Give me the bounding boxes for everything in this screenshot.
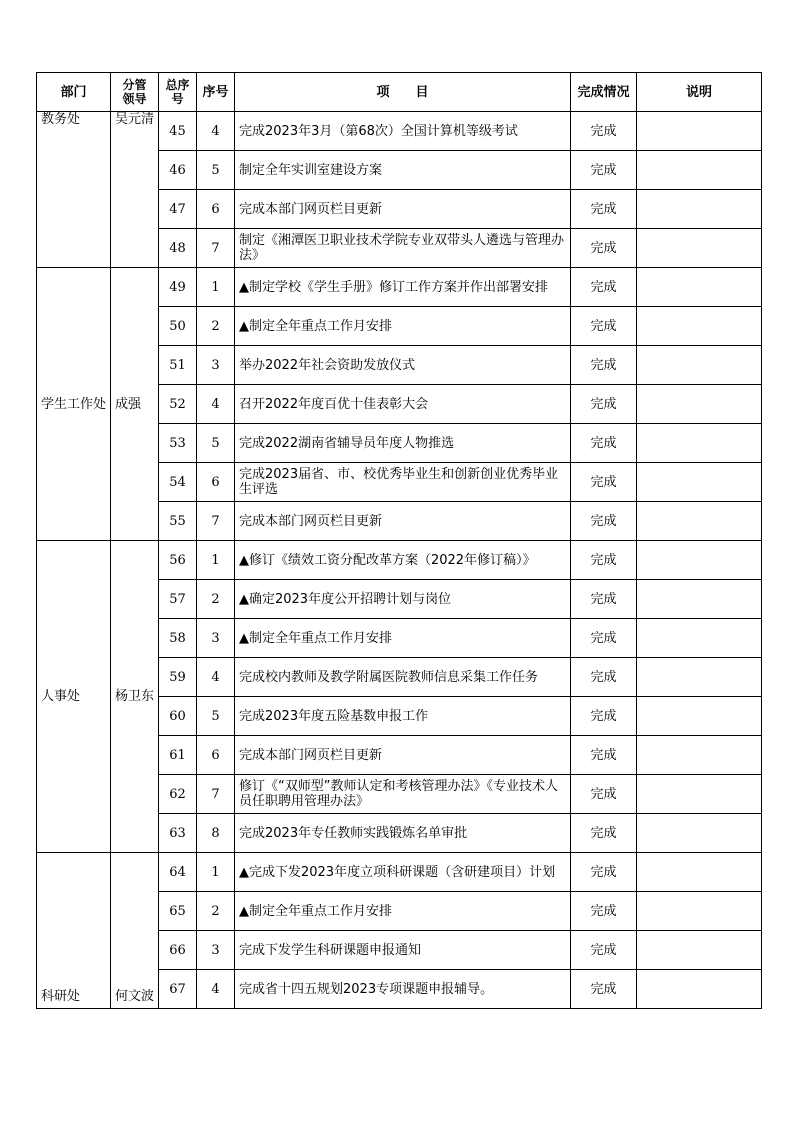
status-cell: 完成 <box>571 463 637 502</box>
total-number-cell: 58 <box>159 619 197 658</box>
seq-number-cell: 7 <box>197 775 235 814</box>
header-leader-line2: 领导 <box>122 92 147 106</box>
item-cell: 举办2022年社会资助发放仪式 <box>235 346 571 385</box>
total-number-cell: 59 <box>159 658 197 697</box>
header-item: 项 目 <box>235 73 571 112</box>
note-cell <box>637 424 762 463</box>
table-body <box>37 112 762 1009</box>
seq-number-cell: 4 <box>197 112 235 151</box>
seq-number-cell: 3 <box>197 619 235 658</box>
seq-number-cell: 2 <box>197 580 235 619</box>
item-cell: 完成省十四五规划2023专项课题申报辅导。 <box>235 970 571 1009</box>
item-cell: 制定《湘潭医卫职业技术学院专业双带头人遴选与管理办法》 <box>235 229 571 268</box>
note-cell <box>637 580 762 619</box>
seq-number-cell: 1 <box>197 268 235 307</box>
note-cell <box>637 151 762 190</box>
leader-cell: 杨卫东 <box>111 541 159 853</box>
total-number-cell: 57 <box>159 580 197 619</box>
total-number-cell: 54 <box>159 463 197 502</box>
item-cell: 修订《“双师型”教师认定和考核管理办法》《专业技术人员任职聘用管理办法》 <box>235 775 571 814</box>
leader-cell: 吴元清 <box>111 112 159 268</box>
table-row <box>37 268 762 307</box>
seq-number-cell: 3 <box>197 931 235 970</box>
total-number-cell: 62 <box>159 775 197 814</box>
total-number-cell: 47 <box>159 190 197 229</box>
item-cell: ▲制定全年重点工作月安排 <box>235 307 571 346</box>
status-cell: 完成 <box>571 619 637 658</box>
total-number-cell: 66 <box>159 931 197 970</box>
seq-number-cell: 5 <box>197 151 235 190</box>
note-cell <box>637 307 762 346</box>
total-number-cell: 63 <box>159 814 197 853</box>
seq-number-cell: 4 <box>197 658 235 697</box>
item-cell: ▲完成下发2023年度立项科研课题（含研建项目）计划 <box>235 853 571 892</box>
item-cell: 完成本部门网页栏目更新 <box>235 736 571 775</box>
header-total-line2: 号 <box>171 92 184 106</box>
status-cell: 完成 <box>571 775 637 814</box>
status-cell: 完成 <box>571 502 637 541</box>
total-number-cell: 45 <box>159 112 197 151</box>
seq-number-cell: 7 <box>197 229 235 268</box>
total-number-cell: 55 <box>159 502 197 541</box>
seq-number-cell: 5 <box>197 424 235 463</box>
seq-number-cell: 1 <box>197 541 235 580</box>
total-number-cell: 53 <box>159 424 197 463</box>
header-total-line1: 总序 <box>165 78 190 92</box>
status-cell: 完成 <box>571 697 637 736</box>
header-leader-line1: 分管 <box>122 78 147 92</box>
status-cell: 完成 <box>571 190 637 229</box>
seq-number-cell: 5 <box>197 697 235 736</box>
item-cell: ▲修订《绩效工资分配改革方案（2022年修订稿）》 <box>235 541 571 580</box>
note-cell <box>637 268 762 307</box>
work-plan-table <box>36 72 762 1009</box>
seq-number-cell: 8 <box>197 814 235 853</box>
item-cell: ▲制定学校《学生手册》修订工作方案并作出部署安排 <box>235 268 571 307</box>
note-cell <box>637 814 762 853</box>
item-cell: 完成2023年3月（第68次）全国计算机等级考试 <box>235 112 571 151</box>
seq-number-cell: 2 <box>197 892 235 931</box>
total-number-cell: 64 <box>159 853 197 892</box>
item-cell: 制定全年实训室建设方案 <box>235 151 571 190</box>
total-number-cell: 51 <box>159 346 197 385</box>
note-cell <box>637 385 762 424</box>
table-row <box>37 853 762 892</box>
total-number-cell: 61 <box>159 736 197 775</box>
status-cell: 完成 <box>571 346 637 385</box>
seq-number-cell: 2 <box>197 307 235 346</box>
dept-cell: 教务处 <box>37 112 111 268</box>
dept-cell: 学生工作处 <box>37 268 111 541</box>
note-cell <box>637 541 762 580</box>
seq-number-cell: 6 <box>197 190 235 229</box>
note-cell <box>637 619 762 658</box>
status-cell: 完成 <box>571 385 637 424</box>
item-cell: ▲制定全年重点工作月安排 <box>235 892 571 931</box>
item-cell: ▲确定2023年度公开招聘计划与岗位 <box>235 580 571 619</box>
status-cell: 完成 <box>571 151 637 190</box>
item-cell: 完成下发学生科研课题申报通知 <box>235 931 571 970</box>
total-number-cell: 52 <box>159 385 197 424</box>
status-cell: 完成 <box>571 736 637 775</box>
total-number-cell: 60 <box>159 697 197 736</box>
total-number-cell: 48 <box>159 229 197 268</box>
header-total <box>159 73 197 112</box>
total-number-cell: 49 <box>159 268 197 307</box>
status-cell: 完成 <box>571 931 637 970</box>
note-cell <box>637 775 762 814</box>
status-cell: 完成 <box>571 814 637 853</box>
seq-number-cell: 7 <box>197 502 235 541</box>
status-cell: 完成 <box>571 853 637 892</box>
total-number-cell: 65 <box>159 892 197 931</box>
note-cell <box>637 892 762 931</box>
note-cell <box>637 931 762 970</box>
table-row <box>37 541 762 580</box>
status-cell: 完成 <box>571 229 637 268</box>
item-cell: 完成2023年专任教师实践锻炼名单审批 <box>235 814 571 853</box>
item-cell: 完成本部门网页栏目更新 <box>235 502 571 541</box>
note-cell <box>637 502 762 541</box>
status-cell: 完成 <box>571 658 637 697</box>
total-number-cell: 56 <box>159 541 197 580</box>
note-cell <box>637 190 762 229</box>
item-cell: 完成2023届省、市、校优秀毕业生和创新创业优秀毕业生评选 <box>235 463 571 502</box>
header-row <box>37 73 762 112</box>
leader-cell: 何文波 <box>111 853 159 1009</box>
status-cell: 完成 <box>571 580 637 619</box>
status-cell: 完成 <box>571 970 637 1009</box>
note-cell <box>637 463 762 502</box>
header-seq: 序号 <box>197 73 235 112</box>
note-cell <box>637 736 762 775</box>
note-cell <box>637 970 762 1009</box>
table-row <box>37 112 762 151</box>
note-cell <box>637 229 762 268</box>
note-cell <box>637 658 762 697</box>
item-cell: ▲制定全年重点工作月安排 <box>235 619 571 658</box>
header-note: 说明 <box>637 73 762 112</box>
item-cell: 完成2022湖南省辅导员年度人物推选 <box>235 424 571 463</box>
note-cell <box>637 112 762 151</box>
dept-cell: 人事处 <box>37 541 111 853</box>
header-leader <box>111 73 159 112</box>
note-cell <box>637 346 762 385</box>
dept-cell: 科研处 <box>37 853 111 1009</box>
seq-number-cell: 3 <box>197 346 235 385</box>
status-cell: 完成 <box>571 307 637 346</box>
status-cell: 完成 <box>571 112 637 151</box>
note-cell <box>637 853 762 892</box>
seq-number-cell: 1 <box>197 853 235 892</box>
total-number-cell: 50 <box>159 307 197 346</box>
header-dept: 部门 <box>37 73 111 112</box>
seq-number-cell: 4 <box>197 970 235 1009</box>
status-cell: 完成 <box>571 541 637 580</box>
leader-cell: 成强 <box>111 268 159 541</box>
header-status: 完成情况 <box>571 73 637 112</box>
item-cell: 完成本部门网页栏目更新 <box>235 190 571 229</box>
item-cell: 完成校内教师及教学附属医院教师信息采集工作任务 <box>235 658 571 697</box>
seq-number-cell: 6 <box>197 736 235 775</box>
seq-number-cell: 6 <box>197 463 235 502</box>
total-number-cell: 46 <box>159 151 197 190</box>
total-number-cell: 67 <box>159 970 197 1009</box>
item-cell: 召开2022年度百优十佳表彰大会 <box>235 385 571 424</box>
status-cell: 完成 <box>571 892 637 931</box>
note-cell <box>637 697 762 736</box>
status-cell: 完成 <box>571 424 637 463</box>
item-cell: 完成2023年度五险基数申报工作 <box>235 697 571 736</box>
seq-number-cell: 4 <box>197 385 235 424</box>
status-cell: 完成 <box>571 268 637 307</box>
